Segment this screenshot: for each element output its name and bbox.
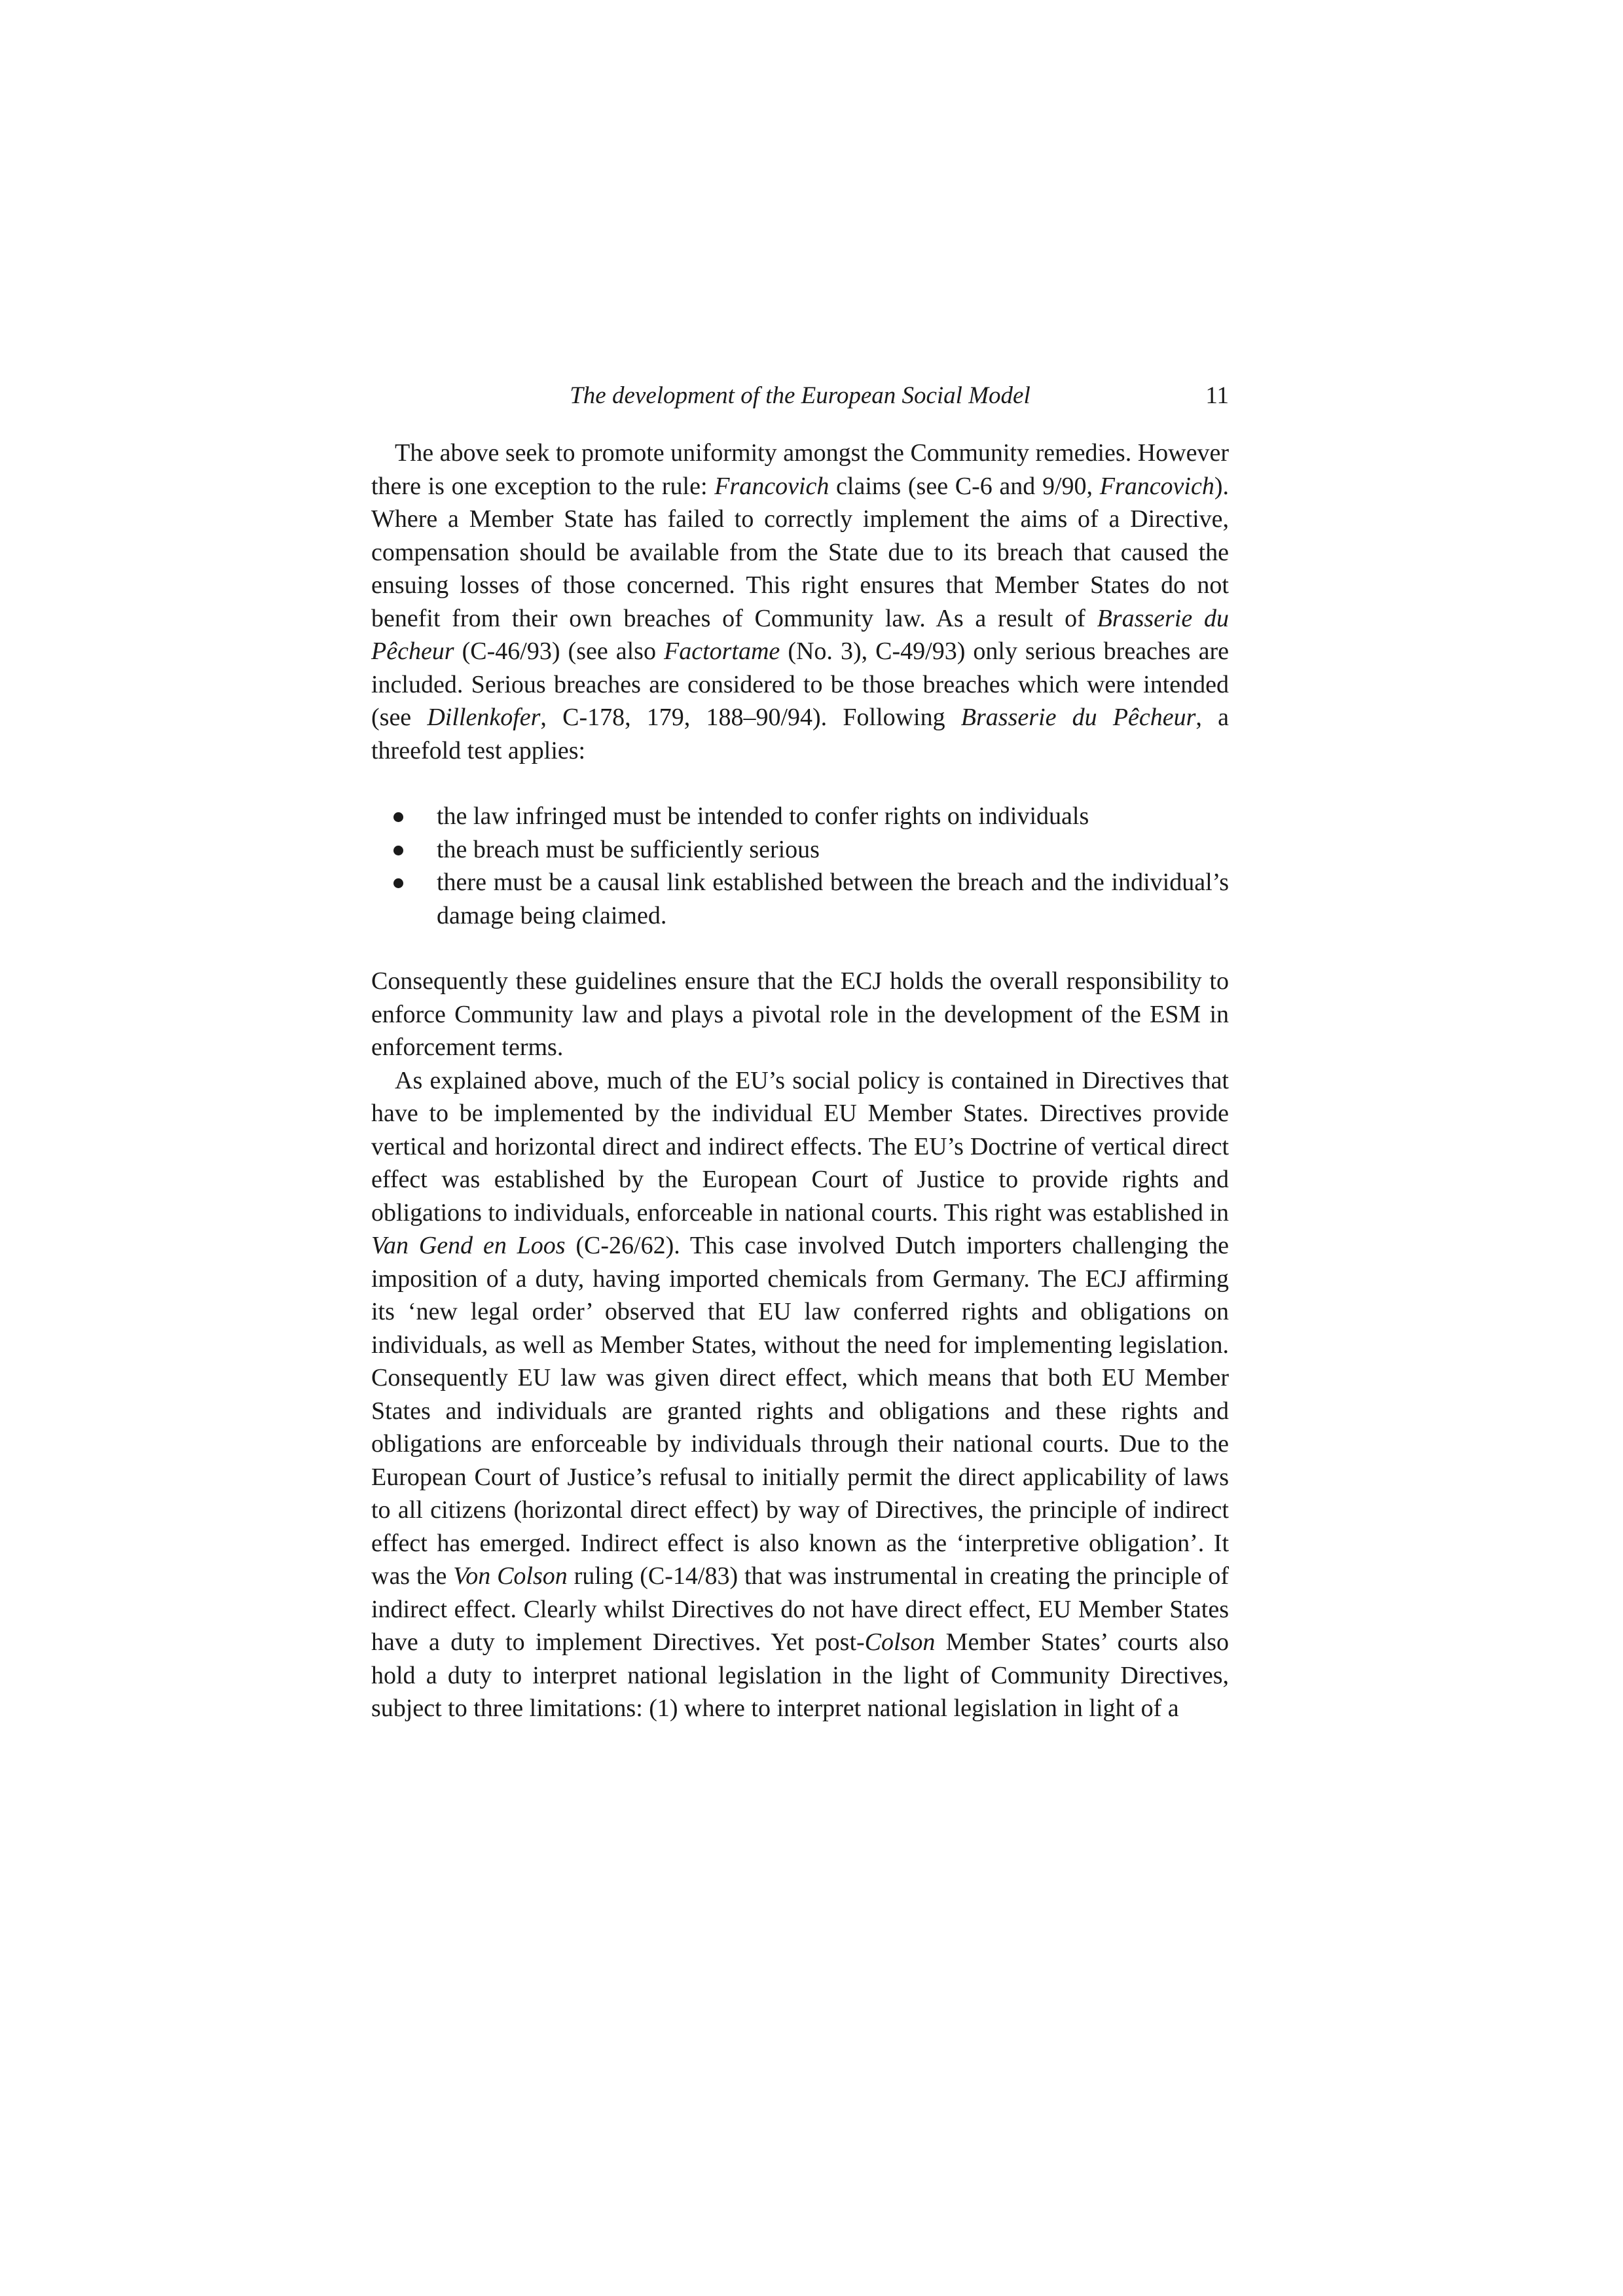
bullet-icon <box>393 878 403 888</box>
list-item: the law infringed must be intended to confer rights on individuals <box>371 800 1229 833</box>
case-name: Von Colson <box>453 1562 568 1590</box>
page-number: 11 <box>1205 382 1229 409</box>
paragraph-direct-effect: As explained above, much of the EU’s social policy is contained in Directives that have to be implemented by the individual EU Member States. Directives provide vertical and horizontal direct and indirect effects. The EU’s Doctrine of vertical direct effect was established by the European Court of Justice to provide rights and obligations to individuals, enforceable in national courts. This right was established in Van Gend en Loos (C-26/62). This case involved Dutch importers challenging the imposition of a duty, having imported chemicals from Germany. The ECJ affirming its ‘new legal order’ observed that EU law conferred rights and obligations on individuals, as well as Member States, without the need for implementing legislation. Consequently EU law was given direct effect, which means that both EU Member States and individuals are granted rights and obligations and these rights and obligations are enforceable by individuals through their national courts. Due to the European Court of Justice’s refusal to initially permit the direct applicability of laws to all citizens (horizontal direct effect) by way of Directives, the principle of indirect effect has emerged. Indirect effect is also known as the ‘interpretive obligation’. It was the Von Colson ruling (C-14/83) that was instrumental in creating the principle of indirect effect. Clearly whilst Directives do not have direct effect, EU Member States have a duty to implement Directives. Yet post-Colson Member States’ courts also hold a duty to interpret national legislation in the light of Community Directives, subject to three limitations: (1) where to interpret national legislation in light of a <box>371 1066 1229 1722</box>
case-name: Francovich <box>1099 472 1214 500</box>
case-name: Dillenkofer <box>427 704 541 731</box>
book-page <box>371 376 1229 1725</box>
list-item: there must be a causal link established between the breach and the individual’s damage being claimed. <box>371 866 1229 932</box>
bullet-icon <box>393 812 403 822</box>
case-name: Colson <box>864 1628 936 1656</box>
running-title: The development of the European Social Model <box>570 382 1030 409</box>
case-name: Van Gend en Loos <box>371 1232 566 1259</box>
body-text <box>371 437 1229 1725</box>
case-name: Brasserie du Pêcheur <box>960 704 1196 731</box>
paragraph-ecj-responsibility: Consequently these guidelines ensure that the ECJ holds the overall responsibility to enforce Community law and plays a pivotal role in the development of the ESM in enforcement terms. <box>371 967 1229 1061</box>
paragraph-francovich: The above seek to promote uniformity amongst the Community remedies. However there is one exception to the rule: Francovich claims (see C-6 and 9/90, Francovich). Where a Member State has failed to correctly implement the aims of a Directive, compensation should be available from the State due to its breach that caused the ensuing losses of those concerned. This right ensures that Member States do not benefit from their own breaches of Community law. As a result of Brasserie du Pêcheur (C-46/93) (see also Factortame (No. 3), C-49/93) only serious breaches are included. Serious breaches are considered to be those breaches which were intended (see Dillenkofer, C-178, 179, 188–90/94). Following Brasserie du Pêcheur, a threefold test applies: <box>371 439 1230 764</box>
case-name: Factortame <box>664 637 780 665</box>
running-head <box>371 376 1229 416</box>
case-name: Francovich <box>714 472 830 500</box>
threefold-test-list <box>371 800 1229 932</box>
bullet-icon <box>393 846 403 855</box>
list-item: the breach must be sufficiently serious <box>371 833 1229 867</box>
case-name: Brasserie du Pêcheur <box>371 604 1230 665</box>
